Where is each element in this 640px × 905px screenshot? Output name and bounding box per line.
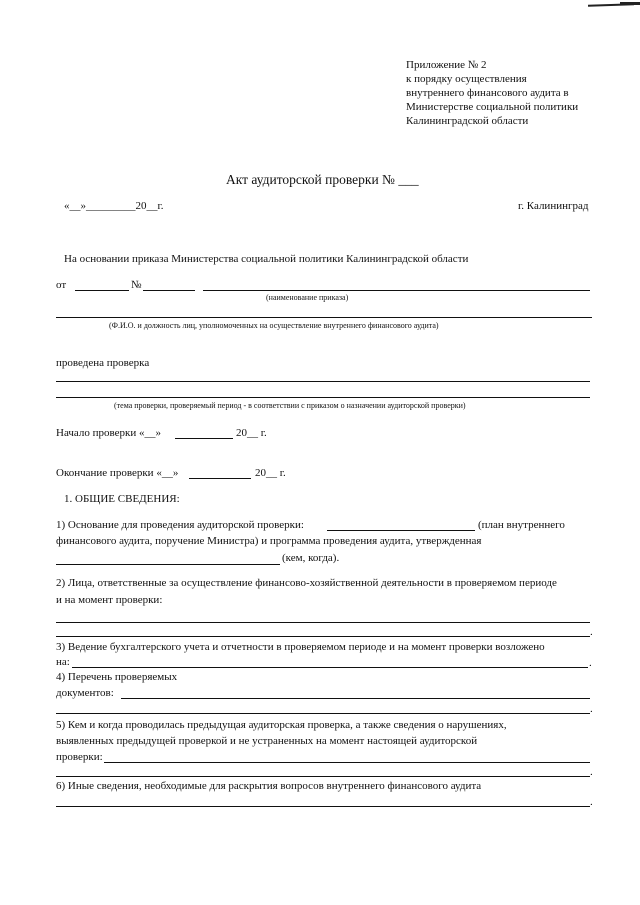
appendix-line-2: к порядку осуществления [406,73,527,85]
start-date-line [175,438,233,439]
item4-line-a: 4) Перечень проверяемых [56,671,178,683]
end-year: 20__ г. [255,467,286,479]
appendix-line-4: Министерстве социальной политики [406,101,579,113]
item5-line-b: выявленных предыдущей проверкой и не устраненных на момент настоящей аудиторской [56,735,478,747]
end-date-line [189,478,251,479]
document-title: Акт аудиторской проверки № ___ [226,172,419,187]
conducted-caption: (тема проверки, проверяемый период - в соответствии с приказом о назначении аудиторской проверки) [114,401,466,410]
document-date: «__»_________20__г. [64,200,164,212]
start-label: Начало проверки «__» [56,427,162,439]
item6-period: . [590,796,593,808]
order-number-line [143,290,195,291]
order-name-line [203,290,590,291]
item5-line-2 [56,776,590,777]
item2-line-2 [56,636,590,637]
appendix-line-5: Калининградской области [406,115,529,127]
item1-basis-line [327,530,475,531]
basis-text: На основании приказа Министерства социальной политики Калининградской области [64,253,469,265]
item2-line-a: 2) Лица, ответственные за осуществление финансово-хозяйственной деятельности в проверяемом периоде [56,577,557,589]
section-heading: 1. ОБЩИЕ СВЕДЕНИЯ: [64,493,180,505]
appendix-line-3: внутреннего финансового аудита в [406,87,569,99]
conducted-line-1 [56,381,590,382]
item3-period: . [589,657,592,669]
item4-line-b: документов: [56,687,114,699]
item4-period: . [590,703,593,715]
order-number-label: № [131,279,142,291]
item6-line-a: 6) Иные сведения, необходимые для раскрытия вопросов внутреннего финансового аудита [56,780,482,792]
item1-approved-line [56,564,280,565]
scan-mark-2 [620,2,640,5]
appendix-line-1: Приложение № 2 [406,59,487,71]
order-name-caption: (наименование приказа) [266,293,349,302]
item3-line [72,667,588,668]
persons-line [56,317,592,318]
item3-line-a: 3) Ведение бухгалтерского учета и отчетности в проверяемом периоде и на момент проверки возложено [56,641,545,653]
end-label: Окончание проверки «__» [56,467,179,479]
order-from-label: от [56,279,67,291]
conducted-line-2 [56,397,590,398]
item5-line-1 [104,762,590,763]
item1-line-b: (план внутреннего [478,519,565,531]
conducted-label: проведена проверка [56,357,150,369]
item2-line-1 [56,622,590,623]
item5-line-a: 5) Кем и когда проводилась предыдущая аудиторская проверка, а также сведения о нарушениях, [56,719,507,731]
item4-line-2 [56,713,590,714]
document-city: г. Калининград [518,200,589,212]
item3-line-b: на: [56,656,70,668]
persons-caption: (Ф.И.О. и должность лиц, уполномоченных на осуществление внутреннего финансового аудита) [109,321,439,330]
item5-line-c: проверки: [56,751,103,763]
item1-line-c: финансового аудита, поручение Министра) и программа проведения аудита, утвержденная [56,535,482,547]
order-date-line [75,290,129,291]
item2-line-b: и на момент проверки: [56,594,163,606]
item4-line-1 [121,698,590,699]
item1-line-a: 1) Основание для проведения аудиторской проверки: [56,519,304,531]
item1-line-d: (кем, когда). [282,552,340,564]
item5-period: . [590,766,593,778]
item2-period: . [590,626,593,638]
item6-line [56,806,590,807]
start-year: 20__ г. [236,427,267,439]
